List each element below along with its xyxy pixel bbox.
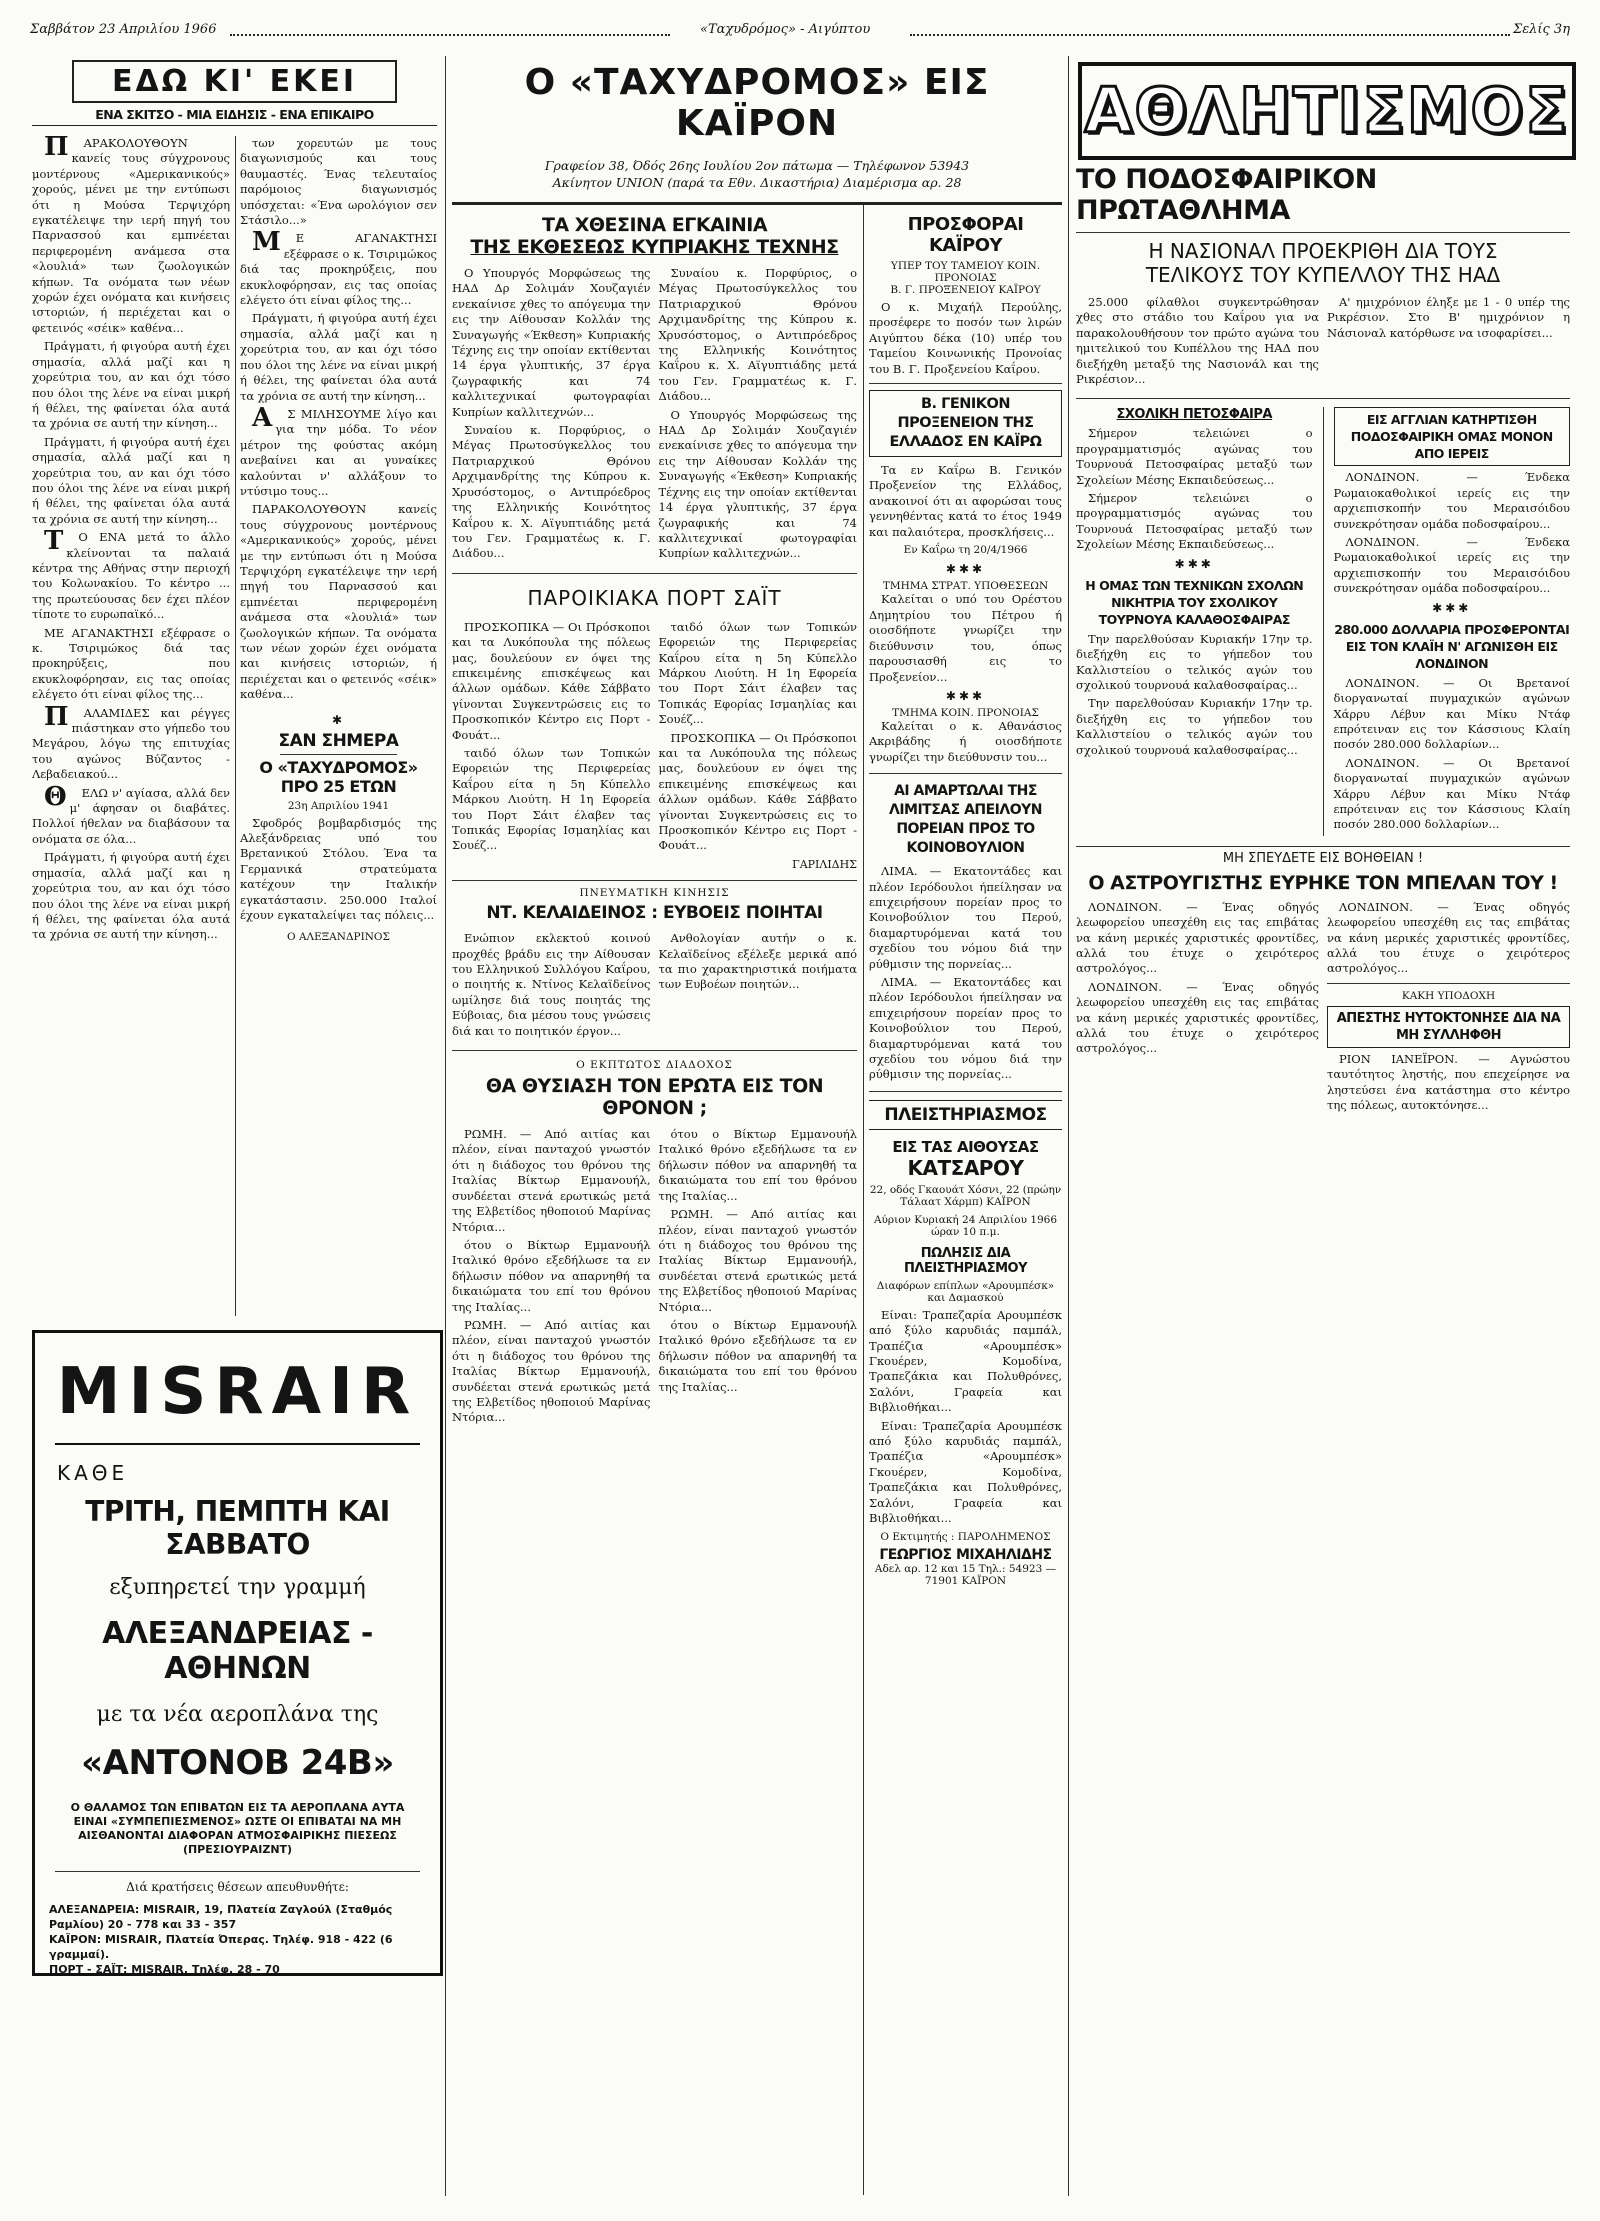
pnevmatiki-rule-top (452, 880, 857, 881)
clay-dollars-text: ΛΟΝΔΙΝΟΝ. — Οι Βρετανοί διοργανωταί πυγμαχικών αγώνων Χάρρυ Λέβυν και Μίκυ Ντάφ επρότειναν εις τον Κάσσιους Κλαίη ποσόν 280.000 δολλαρίων... (1333, 675, 1570, 752)
priests-team-text-b: ΛΟΝΔΙΝΟΝ. — Ένδεκα Ρωμαιοκαθολικοί ιερείς εις την αρχιεπισκοπήν του Μεραισόιδου συνεκρότησαν ομάδα ποδοσφαίρου... (1333, 535, 1570, 596)
polisis-text: Είναι: Τραπεζαρία Αρουμπέσκ από ξύλο καρυδιάς παμπάλ, Τραπέζια «Αρουμπέσκ» Γκουέρεν, Κομοδίνα, Τραπεζάκια και Πολυθρόνες, Σαλόνι, Γραφεία και Βιβλιοθήκαι... (869, 1307, 1062, 1415)
notice-stars-2: ✱✱✱ (945, 688, 986, 703)
football-sub-1: Η ΝΑΣΙΟΝΑΛ ΠΡΟΕΚΡΙΘΗ ΔΙΑ ΤΟΥΣ (1148, 239, 1498, 263)
polisis-appraiser: Ο Εκτιμητής : ΠΑΡΟΛΗΜΕΝΟΣ (880, 1530, 1051, 1543)
san-simera-rule (280, 754, 397, 755)
sports-subcol-rule (1323, 407, 1324, 835)
paroikiaka-paragraph-1b: ταιδό όλων των Τοπικών Εφορειών της Περιφερείας Καΐρου είτα η 5η Κύπελλο Μάρκου Λιούτη. Η 1η Εφορεία του Πορτ Σάιτ έλαβεν τας Τοπικάς Εφορίας Ισμαηλίας και Σουέζ... (452, 745, 651, 853)
diadochos-title: ΘΑ ΘΥΣΙΑΣΗ ΤΟΝ ΕΡΩΤΑ ΕΙΣ ΤΟΝ ΘΡΟΝΟΝ ; (485, 1075, 824, 1120)
tmima-koin-text: Καλείται ο κ. Αθανάσιος Ακριβάδης ή οιοσδήποτε γνωρίζει την διεύθυνσιν του... (869, 718, 1062, 764)
astrologer-right (1327, 900, 1570, 1117)
sports-left-subcol (1076, 407, 1313, 835)
paroikiaka-paragraph-2: ταιδό όλων των Τοπικών Εφορειών της Περιφερείας Καΐρου είτα η 5η Κύπελλο Μάρκου Λιούτη. Η 1η Εφορεία του Πορτ Σάιτ έλαβεν τας Τοπικάς Εφορίας Ισμαηλίας και Σουέζ... (658, 619, 857, 727)
ad-rule-bottom (55, 1871, 420, 1872)
pleistiriasmos-address: 22, οδός Γκαουάτ Χόσνι, 22 (πρώην Τάλαατ Χάρμπ) ΚΑΪΡΟΝ (869, 1183, 1062, 1208)
ad-days: ΤΡΙΤΗ, ΠΕΜΠΤΗ ΚΑΙ ΣΑΒΒΑΤΟ (85, 1495, 390, 1561)
article-kentra-paragraph: ΤΟ ΕΝΑ μετά το άλλο κλείνονται τα παλαιά κέντρα της Αθήνας στην περιοχή του Κολωνακίου. Το κέντρο ... της πρωτεύουσας δεν έχει πλέον τίποτε το ευρωπαϊκό... (32, 526, 230, 622)
dont-hurry-kicker: ΜΗ ΣΠΕΥΔΕΤΕ ΕΙΣ ΒΟΗΘΕΙΑΝ ! (1222, 850, 1424, 866)
subcol-rule (235, 136, 236, 1316)
column-cairo-news (452, 210, 857, 2195)
pleistiriasmos-title: ΠΛΕΙΣΤΗΡΙΑΣΜΟΣ (869, 1100, 1062, 1130)
article-thelo-paragraph: ΘΕΛΩ ν' αγίασα, αλλά δεν μ' άφησαν οι διαβάτες. Πολλοί ήθελαν να διαβάσουν τα ονόματα σε όλα... (32, 781, 230, 846)
san-simera-title: ΣΑΝ ΣΗΜΕΡΑ (278, 730, 399, 751)
column-sports (1076, 160, 1570, 2195)
exhibition-paragraph-2: Συναίου κ. Πορφύριος, ο Μέγας Πρωτοσύγκελλος του Πατριαρχικού Θρόνου Αρχιμανδρίτης της Κύπρου κ. Χρυσόστομος, ο Αντιπρόεδρος της Ελληνικής Κοινότητος Καΐρου κ. Χ. Αϊγυπτιάδης μετά του Γεν. Γραμματέως κ. Γ. Διάδου... (658, 266, 857, 404)
ad-every: ΚΑΘΕ (57, 1461, 129, 1485)
tmima-strat-title: ΤΜΗΜΑ ΣΤΡΑΤ. ΥΠΟΘΕΣΕΩΝ (882, 580, 1049, 593)
san-simera-date: 23η Απριλίου 1941 (287, 799, 390, 812)
article-moda-paragraph-b: ΠΑΡΑΚΟΛΟΥΘΟΥΝ κανείς τους σύγχρονους μοντέρνους «Αμερικανικούς» χορούς, μένει με την εντύπωσι ότι η Μούσα Τερψιχόρη εγκατέλειψε την ιερή πηγή του Παρνασσού και εμπνέεται περιφερομένη ανάμεσα στα «λουλιά» των ζωολογικών κήπων. Τα ονόματα των νέων χορών έχει ονόματα και κινήσεις ιστοριών, ή περιέχεται και ο φετεινός «σέικ» καθένα... (240, 502, 437, 702)
amartolai-rule (869, 773, 1062, 774)
pnevmatiki-kinisis: ΠΝΕΥΜΑΤΙΚΗ ΚΙΝΗΣΙΣ (579, 887, 730, 900)
column-cairo-notices (869, 210, 1062, 2195)
ad-reservations: Διά κρατήσεις θέσεων απευθυνθήτε: (126, 1880, 349, 1894)
paroikiaka-title: ΠΑΡΟΙΚΙΑΚΑ ΠΟΡΤ ΣΑΪΤ (527, 585, 782, 610)
clay-dollars-text-b: ΛΟΝΔΙΝΟΝ. — Οι Βρετανοί διοργανωταί πυγμαχικών αγώνων Χάρρυ Λέβυν και Μίκυ Ντάφ επρότειναν εις τον Κάσσιους Κλαίη ποσόν 280.000 δολλαρίων... (1333, 755, 1570, 832)
diadochos-paragraph-1c: ΡΩΜΗ. — Από αιτίας και πλέον, είναι πανταχού γνωστόν ότι η διάδοχος του θρόνου της Ιταλίας Βίκτωρ Εμμανουήλ, συνδέεται στενά ερωτικώς μετά της Ελβετίδος ηθοποιού Μαρίνας Ντόρια... (452, 1317, 651, 1425)
sports-two-col (1076, 407, 1570, 835)
cairo-banner: Ο «ΤΑΧΥΔΡΟΜΟΣ» ΕΙΣ ΚΑΪΡΟΝ (524, 62, 990, 144)
article-aganaktisi-paragraph: ΜΕ ΑΓΑΝΑΚΤΗΣΙ εξέφρασε ο κ. Τσιριμώκος διά τας προκηρύξεις, που εκυκλοφόρησαν, εις τας οποίας ελέγετο ότι είναι φίλος της... (240, 227, 437, 308)
prosfora-sub-2: Β. Γ. ΠΡΟΞΕΝΕΙΟΥ ΚΑΪΡΟΥ (890, 284, 1041, 296)
exhibition-paragraph-1b: Συναίου κ. Πορφύριος, ο Μέγας Πρωτοσύγκελλος του Πατριαρχικού Θρόνου Αρχιμανδρίτης της Κύπρου κ. Χρυσόστομος, ο Αντιπρόεδρος της Ελληνικής Κοινότητος Καΐρου κ. Χ. Αϊγυπτιάδης μετά του Γεν. Γραμματέως κ. Γ. Διάδου... (452, 423, 651, 561)
amartolai-text: ΛΙΜΑ. — Εκατοντάδες και πλέον Ιερόδουλοι ήπείλησαν να επιχειρήσουν πορείαν προς το Κοινοβούλιον του Περού, διαμαρτυρόμεναι κατά του σχεδίου του νόμου διά την ρύθμισιν της πορνείας... (869, 864, 1062, 971)
misrair-brand: MISRAIR (56, 1355, 419, 1429)
tmima-strat-text: Καλείται ο υπό του Ορέστου Δημητρίου του Πέτρου ή οιοσδήποτε γνωρίζει την διεύθυνσιν του, όπως παρουσιασθή εις το Προξενείον... (869, 592, 1062, 684)
astrologer-paragraph-1: ΛΟΝΔΙΝΟΝ. — Ένας οδηγός λεωφορείου υπεσχέθη εις τας επιβάτας να κάνη μερικές χαριστικές φροντίδες, αλλά του έτυχε ο χειρότερος αστρολόγος... (1076, 899, 1319, 976)
article-mode-paragraph: ΠΑΡΑΚΟΛΟΥΘΟΥΝ κανείς τους σύγχρονους μοντέρνους «Αμερικανικούς» χορούς, μένει με την εντύπωσι ότι η Μούσα Τερψιχόρη εγκατέλειψε την ιερή πηγή του Παρνασσού και εμπνέεται περιφερομένη ανάμεσα στα «λουλιά» των ζωολογικών κήπων. Τα ονόματα των νέων χορών έχει ονόματα και κινήσεις ιστοριών, ή περιέχεται και ο φετεινός «σέικ» καθένα... (32, 132, 230, 335)
astrologer-body (1076, 900, 1570, 1117)
kaki-ypodoxi-title: ΑΠΕΣΤΗΣ ΗΥΤΟΚΤΟΝΗΣΕ ΔΙΑ ΝΑ ΜΗ ΣΥΛΛΗΦΘΗ (1327, 1006, 1570, 1048)
paroikiaka-paragraph-1: ΠΡΟΣΚΟΠΙΚΑ — Οι Πρόσκοποι και τα Λυκόπουλα της πόλεως μας, δουλεύουν εν όψει της επικειμένης επισκέψεως και άλλων ομάδων. Κάθε Σάββατο γίνονται Συγκεντρώσεις εις το Προσκοπικόν Κέντρο εις Πορτ - Φουάτ... (452, 619, 651, 742)
cairo-header-rule (452, 202, 1062, 205)
cairo-office-line-1: Γραφείον 38, Όδός 26ης Ιουλίου 2ον πάτωμα — Τηλέφωνον 53943 (544, 158, 970, 173)
school-volleyball-title: ΣΧΟΛΙΚΗ ΠΕΤΟΣΦΑΙΡΑ (1116, 407, 1272, 423)
diadochos-body (452, 1127, 857, 1429)
header-paper: «Ταχυδρόμος» - Αιγύπτου (700, 22, 871, 37)
ad-cabin-note: Ο ΘΑΛΑΜΟΣ ΤΩΝ ΕΠΙΒΑΤΩΝ ΕΙΣ ΤΑ ΑΕΡΟΠΛΑΝΑ ΑΥΤΑ ΕΙΝΑΙ «ΣΥΜΠΕΠΙΕΣΜΕΝΟΣ» ΩΣΤΕ ΟΙ ΕΠΙΒΑΤΑΙ ΝΑ ΜΗ ΑΙΣΘΑΝΟΝΤΑΙ ΔΙΑΦΟΡΑΝ ΑΤΜΟΣΦΑΙΡΙΚΗΣ ΠΙΕΣΕΩΣ (ΠΡΕΣΙΟΥΡΑΙΖΝΤ) (70, 1801, 405, 1856)
sports-rule-2 (1076, 846, 1570, 847)
priests-team-text: ΛΟΝΔΙΝΟΝ. — Ένδεκα Ρωμαιοκαθολικοί ιερείς εις την αρχιεπισκοπήν του Μεραισόιδου συνεκρότησαν ομάδα ποδοσφαίρου... (1333, 470, 1570, 531)
cairo-office-line-2: Ακίνητον UNION (παρά τα Εθν. Δικαστήρια) Διαμέρισμα αρ. 28 (552, 175, 962, 190)
astrologer-paragraph-1b: ΛΟΝΔΙΝΟΝ. — Ένας οδηγός λεωφορείου υπεσχέθη εις τας επιβάτας να κάνη μερικές χαριστικές φροντίδες, αλλά του έτυχε ο χειρότερος αστρολόγος... (1076, 979, 1319, 1056)
school-volleyball-text: Σήμερον τελειώνει ο προγραμματισμός αγώνας του Τουρνουά Πετοσφαίρας μεταξύ των Σχολείων Μέσης Εκπαιδεύσεως... (1076, 426, 1313, 487)
athletismos-banner (1078, 62, 1576, 160)
football-rule (1076, 232, 1570, 233)
cairo-section-header (452, 56, 1062, 206)
keladeinos-paragraph-2: Ανθολογίαν αυτήν ο κ. Κελαϊδείνος εξέλεξε μερικά από τα πιο χαρακτηριστικά ποιήματα των Ευβοέων ποιητών... (658, 931, 857, 992)
clay-dollars-title: 280.000 ΔΟΛΛΑΡΙΑ ΠΡΟΣΦΕΡΟΝΤΑΙ ΕΙΣ ΤΟΝ ΚΛΑΪΗ Ν' ΑΓΩΝΙΣΘΗ ΕΙΣ ΛΟΝΔΙΝΟΝ (1334, 621, 1570, 671)
column-edo-ki-ekei (32, 56, 437, 1324)
article-contest-paragraph: των χορευτών με τους διαγωνισμούς και τους θαυμαστές. Ένας τελευταίος παρόμοιος διαγωνισμός υπόσχεται: «Ένα ωρολόγιον σεν Στάσιλο...» (240, 136, 437, 228)
football-body (1076, 295, 1570, 390)
exhibition-body (452, 266, 857, 565)
edo-ki-ekei-subtitle: ΕΝΑ ΣΚΙΤΣΟ - ΜΙΑ ΕΙΔΗΣΙΣ - ΕΝΑ ΕΠΙΚΑΙΡΟ (32, 107, 437, 126)
exhibition-paragraph-1: Ο Υπουργός Μορφώσεως της ΗΑΔ Δρ Σολιμάν Χουζαγιέν ενεκαίνισε χθες το απόγευμα την εις την Αίθουσαν Κολλάν της Συναγωγής «Έκθεση» Κυπριακής Τέχνης εις την οποίαν εκτίθενται 14 έργα γλυπτικής, 37 έργα ζωγραφικής και 74 καλλιτεχνικαί φωτογραφίαι Κυπρίων καλλιτεχνών... (452, 266, 651, 419)
column-rule-3 (1068, 56, 1069, 2196)
basketball-title: Η ΟΜΑΣ ΤΩΝ ΤΕΧΝΙΚΩΝ ΣΧΟΛΩΝ ΝΙΚΗΤΡΙΑ ΤΟΥ ΣΧΟΛΙΚΟΥ ΤΟΥΡΝΟΥΑ ΚΑΛΑΘΟΣΦΑΙΡΑΣ (1085, 577, 1304, 627)
ad-address-alexandria: ΑΛΕΞΑΝΔΡΕΙΑ: MISRAIR, 19, Πλατεία Ζαγλούλ (Σταθμός Ραμλίου) 20 - 778 και 33 - 357 (49, 1903, 393, 1931)
ad-address-cairo: ΚΑΪΡΟΝ: MISRAIR, Πλατεία Όπερας. Τηλέφ. 918 - 422 (6 γραμμαί). (49, 1933, 393, 1961)
column-rule-1 (445, 56, 446, 2196)
keladeinos-title: ΝΤ. ΚΕΛΑΙΔΕΙΝΟΣ : ΕΥΒΟΕΙΣ ΠΟΙΗΤΑΙ (486, 903, 823, 924)
sports-right-subcol (1334, 407, 1571, 835)
football-title: ΤΟ ΠΟΔΟΣΦΑΙΡΙΚΟΝ ΠΡΩΤΑΘΛΗΜΑ (1076, 164, 1377, 226)
exhibition-title-2: ΤΗΣ ΕΚΘΕΣΕΩΣ ΚΥΠΡΙΑΚΗΣ ΤΕΧΝΗΣ (470, 236, 839, 258)
proxeneio-date: Εν Καΐρω τη 20/4/1966 (903, 544, 1028, 557)
astrologer-title: Ο ΑΣΤΡΟΥΓΙΣΤΗΣ ΕΥΡΗΚΕ ΤΟΝ ΜΠΕΛΑΝ ΤΟΥ ! (1088, 871, 1558, 894)
paroikiaka-signature: ΓΑΡΙΛΙΔΗΣ (792, 857, 857, 871)
amartolai-title: ΑΙ ΑΜΑΡΤΩΛΑΙ ΤΗΣ ΛΙΜΙΤΣΑΣ ΑΠΕΙΛΟΥΝ ΠΟΡΕΙΑΝ ΠΡΟΣ ΤΟ ΚΟΙΝΟΒΟΥΛΙΟΝ (889, 783, 1042, 857)
football-paragraph-2: Α' ημιχρόνιον έληξε με 1 - 0 υπέρ της Ρικρέσιον. Στο Β' ημιχρόνιον η Νάσιοναλ κατόρθωσε να ισοφαρίσει... (1327, 295, 1570, 340)
ad-serves: εξυπηρετεί την γραμμή (109, 1575, 366, 1600)
proxeneio-text: Τα εν Καΐρω Β. Γενικόν Προξενείον της Ελλάδος, ανακοινοί ότι αι αφορώσαι τους γεννηθέντας κατά το έτος 1949 και παλαιότερα, προσκλήσεις... (869, 463, 1062, 539)
paroikiaka-paragraph-2b: ΠΡΟΣΚΟΠΙΚΑ — Οι Πρόσκοποι και τα Λυκόπουλα της πόλεως μας, δουλεύουν εν όψει της επικειμένης επισκέψεως και άλλων ομάδων. Κάθε Σάββατο γίνονται Συγκεντρώσεις εις το Προσκοπικόν Κέντρο εις Πορτ - Φουάτ... (658, 730, 857, 853)
diadochos-paragraph-2b: ΡΩΜΗ. — Από αιτίας και πλέον, είναι πανταχού γνωστόν ότι η διάδοχος του θρόνου της Ιταλίας Βίκτωρ Εμμανουήλ, συνδέεται στενά ερωτικώς μετά της Ελβετίδος ηθοποιού Μαρίνας Ντόρια... (658, 1207, 857, 1314)
exhibition-title-1: ΤΑ ΧΘΕΣΙΝΑ ΕΓΚΑΙΝΙΑ (541, 214, 768, 236)
paroikiaka-body (452, 620, 857, 873)
header-date: Σαββάτον 23 Απριλίου 1966 (30, 22, 217, 37)
sports-stars-1: ✱✱✱ (1174, 556, 1214, 571)
prosfora-title: ΠΡΟΣΦΟΡΑΙ ΚΑΪΡΟΥ (907, 214, 1024, 256)
article-kentra-paragraph-b: ΜΕ ΑΓΑΝΑΚΤΗΣΙ εξέφρασε ο κ. Τσιριμώκος διά τας προκηρύξεις, που εκυκλοφόρησαν, εις τας οποίας ελέγετο ότι είναι φίλος της... (32, 625, 230, 702)
column-rule-2 (863, 205, 864, 2195)
keladeinos-body (452, 931, 857, 1042)
column-signature: Ο ΑΛΕΞΑΝΔΡΙΝΟΣ (287, 931, 390, 944)
exhibition-paragraph-2b: Ο Υπουργός Μορφώσεως της ΗΑΔ Δρ Σολιμάν Χουζαγιέν ενεκαίνισε χθες το απόγευμα την εις την Αίθουσαν Κολλάν της Συναγωγής «Έκθεση» Κυπριακής Τέχνης εις την οποίαν εκτίθενται 14 έργα γλυπτικής, 37 έργα ζωγραφικής και 74 καλλιτεχνικαί φωτογραφίαι Κυπρίων καλλιτεχνών... (658, 407, 857, 561)
basketball-text-b: Την παρελθούσαν Κυριακήν 17ην τρ. διεξήχθη εις το γήπεδον του Καλλιστείου ο τελικός αγών του σχολικού τουρνουά καλαθοσφαίρας... (1076, 696, 1313, 757)
edo-ki-ekei-title-box (72, 60, 397, 103)
ad-addresses (49, 1902, 426, 1977)
diadochos-kicker: Ο ΕΚΠΤΩΤΟΣ ΔΙΑΔΟΧΟΣ (576, 1059, 733, 1072)
edo-ki-ekei-title: ΕΔΩ ΚΙ' ΕΚΕΙ (111, 64, 358, 99)
kaki-ypodoxi-kicker: ΚΑΚΗ ΥΠΟΔΟΧΗ (1401, 989, 1496, 1002)
sports-rule-1 (1076, 398, 1570, 399)
prosfora-sub-1: ΥΠΕΡ ΤΟΥ ΤΑΜΕΙΟΥ ΚΟΙΝ. ΠΡΟΝΟΙΑΣ (890, 260, 1041, 284)
pleistiriasmos-date: Αύριον Κυριακή 24 Απριλίου 1966 ώραν 10 π.μ. (873, 1213, 1058, 1238)
proxeneio-title: Β. ΓΕΝΙΚΟΝ ΠΡΟΞΕΝΕΙΟΝ ΤΗΣ ΕΛΛΑΔΟΣ ΕΝ ΚΑΪΡΩ (869, 390, 1062, 457)
proxeneio-rule (869, 383, 1062, 384)
sports-stars-2: ✱✱✱ (1432, 600, 1472, 615)
polisis-title: ΠΩΛΗΣΙΣ ΔΙΑ ΠΛΕΙΣΤΗΡΙΑΣΜΟΥ (904, 1245, 1027, 1276)
header-dots-left (230, 34, 670, 36)
san-simera-text: Σφοδρός βομβαρδισμός της Αλεξάνδρειας υπό του Βρετανικού Στόλου. Ένα τα Γερμανικά στρατεύματα κατέχουν την Ιταλικήν εγκατάστασιν. 250.000 Ιταλοί έχουν εγκαταλείψει τας πόλεις... (240, 815, 437, 923)
astrologer-paragraph-2: ΛΟΝΔΙΝΟΝ. — Ένας οδηγός λεωφορείου υπεσχέθη εις τας επιβάτας να κάνη μερικές χαριστικές φροντίδες, αλλά του έτυχε ο χειρότερος αστρολόγος... (1327, 899, 1570, 976)
pleistiriasmos-rule (869, 1091, 1062, 1092)
san-simera-years: ΠΡΟ 25 ΕΤΩΝ (280, 776, 397, 796)
article-thelo-paragraph-b: Πράγματι, ή φιγούρα αυτή έχει σημασία, αλλά μαζί και η χορεύτρια του, αν και όχι τόσο που όλοι της λένε να είναι μικρή ή θέλει, της φαίνεται όλα αυτά τα χρόνια σε αυτή την κίνηση... (32, 850, 230, 942)
ad-rule-top (55, 1443, 420, 1445)
notice-stars-1: ✱✱✱ (945, 562, 986, 577)
ad-new-planes: με τα νέα αεροπλάνα της (96, 1702, 379, 1727)
polisis-text-b: Είναι: Τραπεζαρία Αρουμπέσκ από ξύλο καρυδιάς παμπάλ, Τραπέζια «Αρουμπέσκ» Γκουέρεν, Κομοδίνα, Τραπεζάκια και Πολυθρόνες, Σαλόνι, Γραφεία και Βιβλιοθήκαι... (869, 1418, 1062, 1526)
kaki-ypodoxi-rule (1327, 983, 1570, 984)
misrair-advertisement (32, 1330, 443, 1976)
ad-address-port-said: ΠΟΡΤ - ΣΑΪΤ: MISRAIR, Τηλέφ. 28 - 70 (49, 1963, 280, 1976)
ad-aircraft: «ΑΝΤΟΝΟΒ 24Β» (81, 1743, 394, 1783)
polisis-auctioneer-address: Αδελ αρ. 12 και 15 Τηλ.: 54923 — 71901 ΚΑΪΡΟΝ (874, 1562, 1057, 1587)
edo-ki-ekei-left-subcol (32, 132, 230, 946)
football-paragraph-1: 25.000 φίλαθλοι συγκεντρώθησαν χθες στο στάδιο του Καΐρου για να παρακολουθήσουν τον πρώτο αγώνα του ημιτελικού του Κυπέλλου της ΗΑΔ που διεξήχθη μεταξύ της Νασιονάλ και της Ρικρέσιον... (1076, 295, 1319, 387)
page-header (30, 22, 1570, 44)
paroikiaka-rule-top (452, 573, 857, 574)
tmima-koin-title: ΤΜΗΜΑ ΚΟΙΝ. ΠΡΟΝΟΙΑΣ (892, 706, 1039, 719)
school-volleyball-text-b: Σήμερον τελειώνει ο προγραμματισμός αγώνας του Τουρνουά Πετοσφαίρας μεταξύ των Σχολείων Μέσης Εκπαιδεύσεως... (1076, 491, 1313, 552)
diadochos-rule-top (452, 1050, 857, 1051)
article-aganaktisi-paragraph-b: Πράγματι, ή φιγούρα αυτή έχει σημασία, αλλά μαζί και η χορεύτρια του, αν και όχι τόσο που όλοι της λένε να είναι μικρή ή θέλει, της φαίνεται όλα αυτά τα χρόνια σε αυτή την κίνηση... (240, 311, 437, 403)
diadochos-paragraph-1b: ότου ο Βίκτωρ Εμμανουήλ Ιταλικό θρόνο εξεδήλωσε τα εν δήλωσιν πόθον να απαρνηθή τα δικαιώματα του επί του θρόνου της Ιταλίας... (452, 1237, 651, 1314)
article-moda-paragraph: ΑΣ ΜΙΛΗΣΟΥΜΕ λίγο και για την μόδα. Το νέον μέτρον της φούστας ακόμη ανεβαίνει και αι γυναίκες καλούνται ν' αλλάξουν το ντύσιμο τους... (240, 402, 437, 498)
kaki-ypodoxi-text: ΡΙΟΝ ΙΑΝΕΪΡΟΝ. — Αγνώστου ταυτότητος ληστής, που επεχείρησε να ληστεύσει ένα κατάστημα στο κέντρο της πόλεως, αυτοκτόνησε... (1327, 1051, 1570, 1112)
prosfora-text: Ο κ. Μιχαήλ Περούλης, προσέφερε το ποσόν των λιρών Αιγύπτου δέκα (10) υπέρ του Ταμείου Κοινωνικής Προνοίας του Β. Γ. Προξενείου Καΐρου. (869, 300, 1062, 376)
pleistiriasmos-katsarou: ΚΑΤΣΑΡΟΥ (907, 1155, 1024, 1180)
san-simera-paper: Ο «ΤΑΧΥΔΡΟΜΟΣ» (259, 757, 418, 777)
pleistiriasmos-halls: ΕΙΣ ΤΑΣ ΑΙΘΟΥΣΑΣ (892, 1137, 1039, 1156)
article-mode-paragraph-2: Πράγματι, ή φιγούρα αυτή έχει σημασία, αλλά μαζί και η χορεύτρια του, αν και όχι τόσο που όλοι της λένε να είναι μικρή ή θέλει, της φαίνεται όλα αυτά τα χρόνια σε αυτή την κίνηση... (32, 339, 230, 431)
polisis-subtitle: Διαφόρων επίπλων «Αρουμπέσκ» και Δαμασκού (876, 1279, 1055, 1304)
football-sub-2: ΤΕΛΙΚΟΥΣ ΤΟΥ ΚΥΠΕΛΛΟΥ ΤΗΣ ΗΑΔ (1145, 263, 1501, 287)
priests-team-title: ΕΙΣ ΑΓΓΛΙΑΝ ΚΑΤΗΡΤΙΣΘΗ ΠΟΔΟΣΦΑΙΡΙΚΗ ΟΜΑΣ ΜΟΝΟΝ ΑΠΟ ΙΕΡΕΙΣ (1334, 407, 1571, 466)
diadochos-paragraph-2c: ότου ο Βίκτωρ Εμμανουήλ Ιταλικό θρόνο εξεδήλωσε τα εν δήλωσιν πόθον να απαρνηθή τα δικαιώματα του επί του θρόνου της Ιταλίας... (658, 1317, 857, 1394)
polisis-auctioneer: ΓΕΩΡΓΙΟΣ ΜΙΧΑΗΛΙΔΗΣ (879, 1546, 1052, 1563)
amartolai-text-b: ΛΙΜΑ. — Εκατοντάδες και πλέον Ιερόδουλοι ήπείλησαν να επιχειρήσουν πορείαν προς το Κοινοβούλιον του Περού, διαμαρτυρόμεναι κατά του σχεδίου του νόμου διά την ρύθμισιν της πορνείας... (869, 974, 1062, 1082)
keladeinos-paragraph-1: Ενώπιον εκλεκτού κοινού προχθές βράδυ εις την Αίθουσαν του Ελληνικού Συλλόγου Καΐρου, ο ποιητής κ. Ντίνος Κελαϊδείνος ωμίλησε διά τους ποιητάς της Εύβοιας, δια μέσου τους γνώσεις διά και το ποιητικόν έργον... (452, 931, 651, 1038)
ad-route: ΑΛΕΞΑΝΔΡΕΙΑΣ - ΑΘΗΝΩΝ (102, 1616, 373, 1686)
basketball-text: Την παρελθούσαν Κυριακήν 17ην τρ. διεξήχθη εις το γήπεδον του Καλλιστείου ο τελικός αγών του σχολικού τουρνουά καλαθοσφαίρας... (1076, 631, 1313, 692)
diadochos-paragraph-1: ΡΩΜΗ. — Από αιτίας και πλέον, είναι πανταχού γνωστόν ότι η διάδοχος του θρόνου της Ιταλίας Βίκτωρ Εμμανουήλ, συνδέεται στενά ερωτικώς μετά της Ελβετίδος ηθοποιού Μαρίνας Ντόρια... (452, 1127, 651, 1234)
edo-ki-ekei-right-subcol (240, 136, 437, 943)
article-palamides-paragraph: ΠΑΛΑΜΙΔΕΣ και ρέγγες πιάστηκαν στο γήπεδο του Μεγάρου, λόγω της επιτυχίας του αγώνος Βύζαντος - Λεβαδειακού... (32, 701, 230, 782)
diadochos-paragraph-2: ότου ο Βίκτωρ Εμμανουήλ Ιταλικό θρόνο εξεδήλωσε τα εν δήλωσιν πόθον να απαρνηθή τα δικαιώματα του επί του θρόνου της Ιταλίας... (658, 1127, 857, 1203)
athletismos-title: ΑΘΛΗΤΙΣΜΟΣ (1084, 74, 1570, 147)
article-mode-paragraph-2b: Πράγματι, ή φιγούρα αυτή έχει σημασία, αλλά μαζί και η χορεύτρια του, αν και όχι τόσο που όλοι της λένε να είναι μικρή ή θέλει, της φαίνεται όλα αυτά τα χρόνια σε αυτή την κίνηση... (32, 434, 230, 526)
separator-star: ✱ (331, 712, 346, 727)
header-dots-right (910, 34, 1510, 36)
header-page-number: Σελίς 3η (1513, 22, 1570, 37)
